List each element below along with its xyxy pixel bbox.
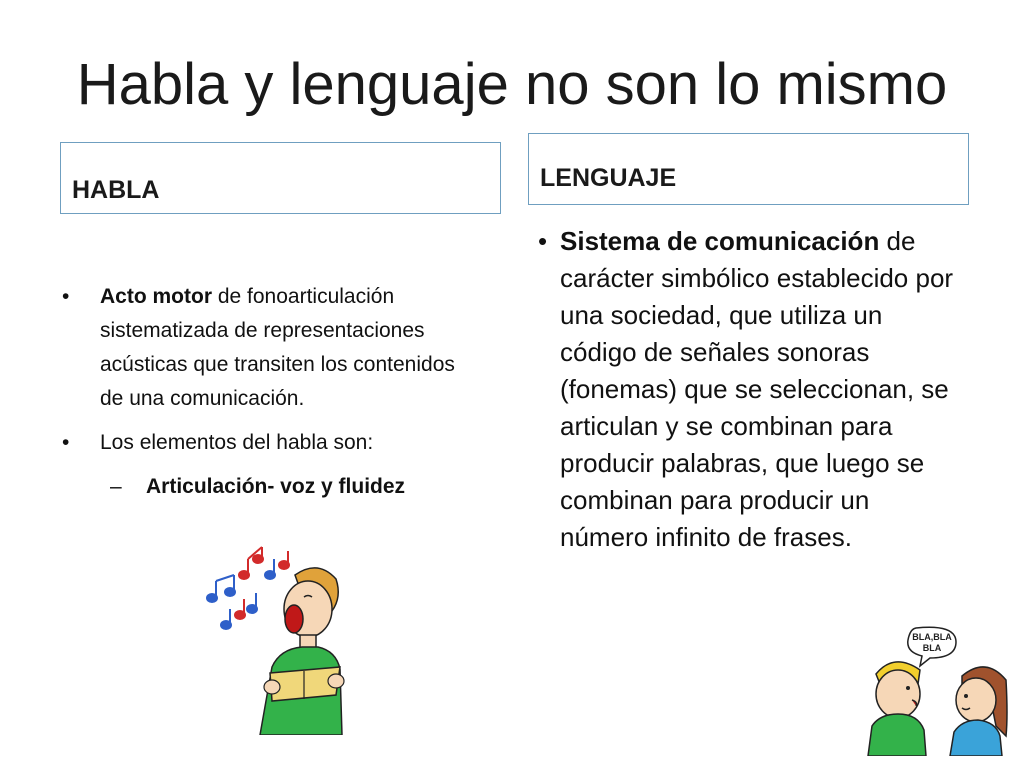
habla-header: [60, 142, 501, 214]
lenguaje-bullet: [538, 223, 958, 556]
singing-person-illustration: [200, 545, 350, 735]
bullet-icon: •: [62, 431, 70, 454]
bullet-icon: •: [538, 226, 548, 256]
lenguaje-bullet-bold: Sistema de comunicación: [560, 226, 880, 256]
two-kids-talking-illustration: [858, 626, 1008, 756]
svg-text:BLA: BLA: [922, 643, 942, 653]
dash-icon: –: [110, 475, 122, 498]
habla-bullet-1-text: de fonoarticulación sistematizada de representaciones acústicas que transiten los contenidos de una comunicación.: [100, 285, 455, 410]
habla-header-label: HABLA: [72, 176, 160, 204]
habla-bullet-2: [62, 426, 482, 460]
lenguaje-header: [528, 133, 969, 205]
bullet-icon: •: [62, 285, 70, 308]
habla-bullet-2-text: Los elementos del habla son:: [100, 431, 374, 454]
speech-bubble-icon: [908, 627, 956, 666]
habla-bullet-list: [62, 280, 482, 504]
habla-sub-bullet: [62, 470, 482, 504]
lenguaje-bullet-text: de carácter simbólico establecido por una sociedad, que utiliza un código de señales sonoras (fonemas) que se seleccionan, se articulan y se combinan para producir palabras, que luego se combinan para producir un número infinito de frases.: [560, 226, 954, 552]
habla-bullet-1: [62, 280, 482, 416]
svg-text:BLA,BLA: BLA,BLA: [912, 632, 952, 642]
habla-sub-bullet-text: Articulación- voz y fluidez: [146, 475, 406, 498]
music-notes-icon: [207, 547, 289, 629]
lenguaje-header-label: LENGUAJE: [540, 164, 677, 192]
slide-title: Habla y lenguaje no son lo mismo: [76, 52, 948, 117]
habla-bullet-1-bold: Acto motor: [100, 285, 212, 308]
lenguaje-bullet-list: [538, 223, 958, 556]
